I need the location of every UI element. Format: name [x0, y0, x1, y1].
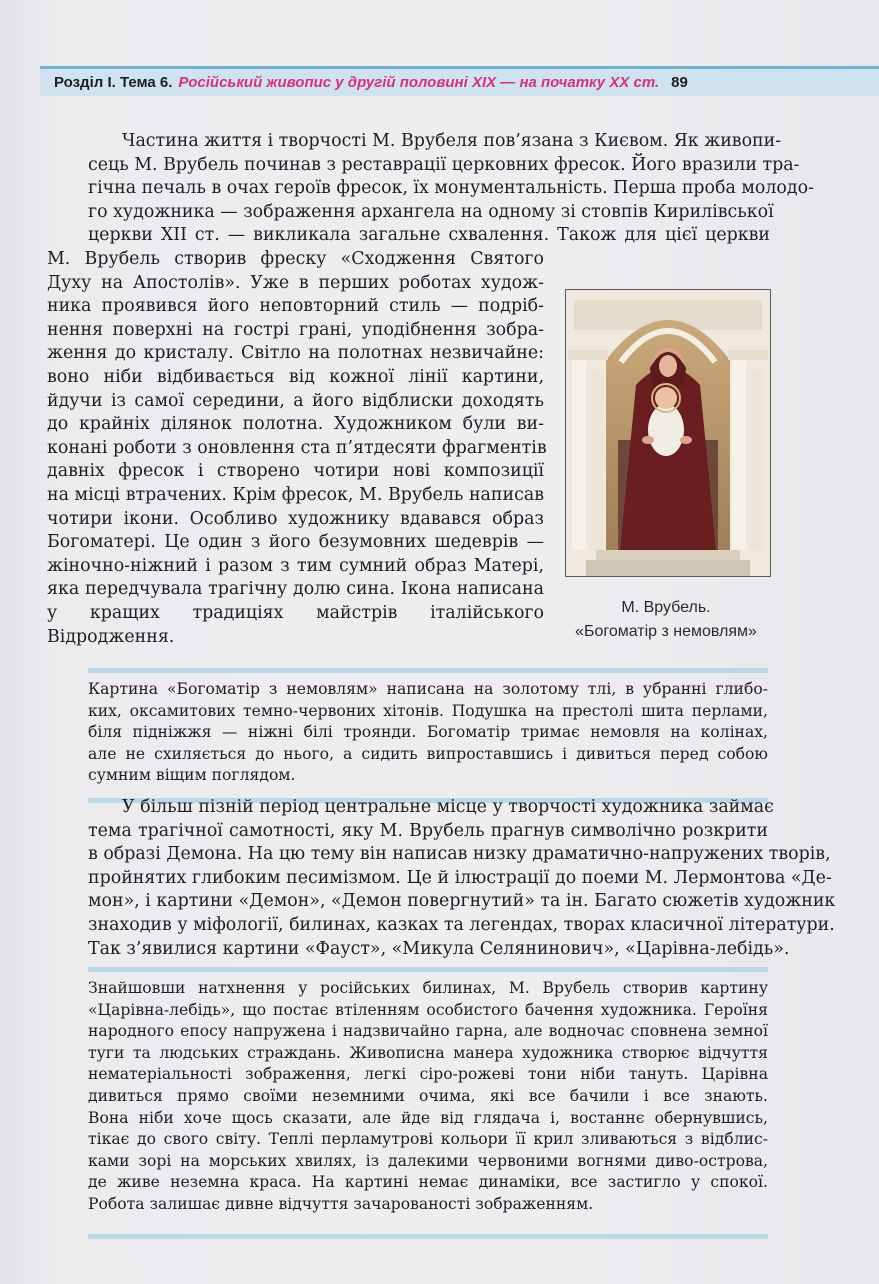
text-line: дивиться прямо своїми неземними очима, які все бачили і все знають. — [88, 1086, 768, 1105]
text-line: нення поверхні на гострі грані, уподібнення зобра- — [47, 319, 544, 340]
text-line: у кращих традиціях майстрів італійського — [47, 602, 544, 623]
text-line: на місці втрачених. Крім фресок, М. Врубель написав — [47, 484, 544, 505]
section-label: Розділ І. Тема 6. — [54, 74, 173, 91]
text-line: ких, оксамитових темно-червоних хітонів. Подушка на престолі шита перлами, — [88, 701, 768, 720]
text-line: ження до кристалу. Світло на полотнах незвичайне: — [47, 343, 544, 364]
text-line: до крайніх ділянок полотна. Художником були ви- — [47, 414, 544, 435]
page-number: 89 — [671, 74, 688, 91]
paragraph-vrubel-kyiv — [88, 130, 814, 248]
text-line: народного епосу напружена і надзвичайно гарна, але водночас сповнена земної — [88, 1022, 768, 1041]
page-header — [40, 66, 879, 96]
text-line: воно ніби відбивається від кожної лінії картини, — [47, 366, 544, 387]
text-line: тема трагічної самотності, яку М. Врубель прагнув символічно розкрити — [88, 820, 768, 841]
text-line: де живе неземна краса. На картині немає динаміки, все застигло у спокої. — [88, 1173, 768, 1192]
text-line: знаходив у міфології, билинах, казках та легендах, творах класичної літератури. — [88, 914, 835, 935]
text-line: пройнятих глибоким песимізмом. Це й ілюстрації до поеми М. Лермонтова «Де- — [88, 867, 832, 888]
figure-caption — [555, 596, 777, 644]
text-line: У більш пізній період центральне місце у творчості художника займає — [122, 797, 774, 817]
text-line: сумним віщим поглядом. — [88, 766, 296, 785]
text-line: Так з’явилися картини «Фауст», «Микула Селянинович», «Царівна-лебідь». — [88, 938, 790, 959]
text-line: чотири ікони. Особливо художнику вдавався образ — [47, 508, 544, 529]
text-line: М. Врубель створив фреску «Сходження Святого — [47, 249, 544, 269]
chapter-title: Російський живопис у другій половині XIX — на початку XX ст. — [178, 74, 660, 91]
text-line: туги та людських страждань. Живописна манера художника створює відчуття — [88, 1043, 768, 1062]
text-line: гічна печаль в очах героїв фресок, їх монументальність. Перша проба молодо- — [88, 178, 814, 199]
text-line: біля підніжжя — ніжні білі троянди. Богоматір тримає немовля на колінах, — [88, 723, 768, 742]
text-line: ника проявився його неповторний стиль — подріб- — [47, 296, 544, 317]
paragraph-vrubel-style — [47, 248, 547, 649]
text-line: жіночно-ніжний і разом з тим сумний образ Матері, — [47, 555, 544, 576]
text-line: Картина «Богоматір з немовлям» написана на золотому тлі, в убранні глибо- — [88, 680, 768, 698]
text-line: мон», і картини «Демон», «Демон повергнутий» та ін. Багато сюжетів художник — [88, 891, 836, 912]
text-line: давніх фресок і створено чотири нові композиції — [47, 461, 544, 482]
painting-illustration — [566, 290, 770, 576]
painting-madonna-with-child — [565, 289, 771, 577]
text-line: Знайшовши натхнення у російських билинах, М. Врубель створив картину — [88, 979, 768, 997]
caption-author: М. Врубель. — [621, 599, 711, 616]
text-line: го художника — зображення архангела на одному зі стовпів Кирилівської — [88, 201, 774, 222]
info-box-madonna — [88, 668, 768, 803]
text-line: конані роботи з оновлення ста п’ятдесяти фрагментів — [47, 437, 547, 458]
text-line: Духу на Апостолів». Уже в перших роботах худож- — [47, 272, 544, 293]
text-line: нематеріальності зображення, легкі сіро-рожеві тони ніби тануть. Царівна — [88, 1065, 768, 1084]
text-line: Вона ніби хоче щось сказати, але йде від глядача і, востаннє обернувшись, — [88, 1108, 768, 1127]
text-line: Частина життя і творчості М. Врубеля пов’язана з Києвом. Як живопи- — [122, 131, 782, 151]
text-line: йдучи із самої середини, а його відблиски доходять — [47, 390, 544, 411]
info-box-swan-princess — [88, 967, 768, 1239]
paragraph-demon — [88, 796, 836, 961]
text-line: «Царівна-лебідь», що постає втіленням особистого бачення художника. Героїня — [88, 1000, 768, 1019]
text-line: але не схиляється до нього, а сидить випроставшись і дивиться перед собою — [88, 744, 768, 763]
text-line: Богоматері. Це один з його безумовних шедеврів — — [47, 532, 544, 553]
text-line: тікає до свого світу. Теплі перламутрові кольори її крил зливаються з відблис- — [88, 1130, 768, 1149]
text-line: Робота залишає дивне відчуття зачарованості зображенням. — [88, 1194, 594, 1213]
text-line: яка передчувала трагічну долю сина. Ікона написана — [47, 579, 544, 600]
text-line: церкви XII ст. — викликала загальне схвалення. Також для цієї церкви — [88, 225, 770, 246]
text-line: сець М. Врубель починав з реставрації церковних фресок. Його вразили тра- — [88, 154, 800, 175]
text-line: ками зорі на морських хвилях, із далекими червоними вогнями диво-острова, — [88, 1151, 768, 1170]
caption-title: «Богоматір з немовлям» — [575, 623, 757, 640]
text-line: в образі Демона. На цю тему він написав низку драматично-напружених творів, — [88, 844, 831, 865]
text-line: Відродження. — [47, 626, 175, 647]
